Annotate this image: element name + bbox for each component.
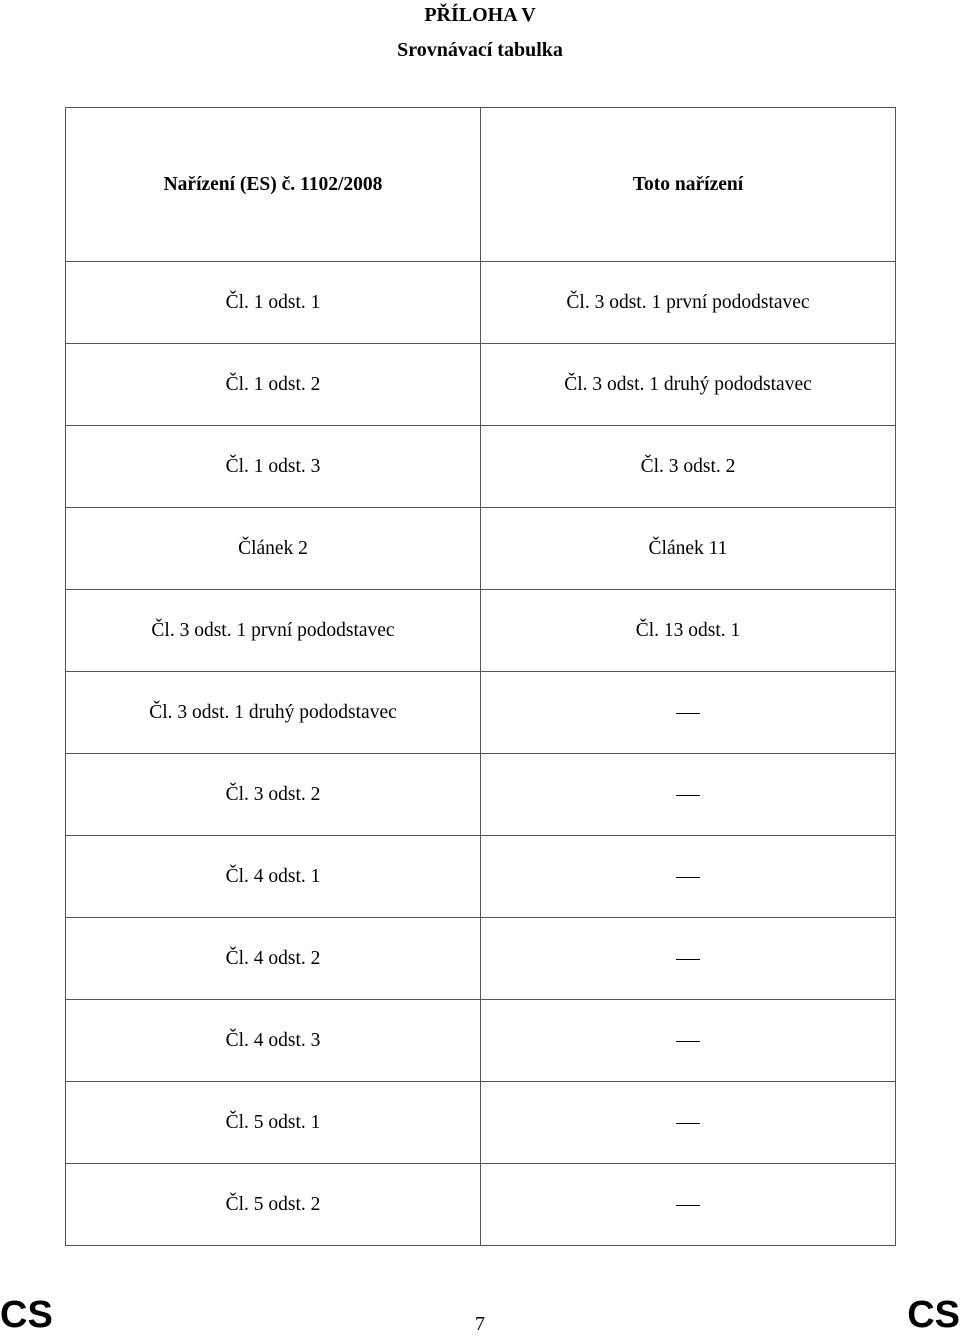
cell-old-regulation: Čl. 4 odst. 2 — [66, 918, 481, 1000]
cell-old-regulation: Čl. 5 odst. 2 — [66, 1164, 481, 1246]
table-row — [66, 1164, 896, 1246]
no-equivalent-dash — [676, 713, 700, 714]
cell-this-regulation: Čl. 3 odst. 1 druhý pododstavec — [481, 344, 896, 426]
no-equivalent-dash — [676, 877, 700, 878]
cell-this-regulation: Čl. 13 odst. 1 — [481, 590, 896, 672]
table-row — [66, 754, 896, 836]
no-equivalent-dash — [676, 1123, 700, 1124]
cell-this-regulation — [481, 1164, 896, 1246]
correlation-table — [65, 107, 896, 1246]
cell-old-regulation: Čl. 5 odst. 1 — [66, 1082, 481, 1164]
annex-title: PŘÍLOHA V — [424, 4, 536, 26]
cell-this-regulation — [481, 918, 896, 1000]
table-row — [66, 836, 896, 918]
cell-this-regulation: Článek 11 — [481, 508, 896, 590]
column-header-regulation-1102-2008: Nařízení (ES) č. 1102/2008 — [66, 108, 481, 262]
no-equivalent-dash — [676, 1041, 700, 1042]
table-row — [66, 262, 896, 344]
table-row — [66, 1082, 896, 1164]
table-row — [66, 344, 896, 426]
table-header-row — [66, 108, 896, 262]
table-row — [66, 672, 896, 754]
cell-this-regulation — [481, 754, 896, 836]
table-row — [66, 918, 896, 1000]
cell-this-regulation — [481, 1082, 896, 1164]
table-row — [66, 590, 896, 672]
table-subtitle: Srovnávací tabulka — [397, 39, 563, 61]
no-equivalent-dash — [676, 1205, 700, 1206]
column-header-this-regulation: Toto nařízení — [481, 108, 896, 262]
table-row — [66, 508, 896, 590]
cell-old-regulation: Čl. 1 odst. 1 — [66, 262, 481, 344]
cell-old-regulation: Čl. 4 odst. 1 — [66, 836, 481, 918]
table-body — [66, 108, 896, 1246]
cell-this-regulation — [481, 836, 896, 918]
cell-old-regulation: Čl. 1 odst. 2 — [66, 344, 481, 426]
language-code-left: CS — [0, 1294, 53, 1336]
page-number: 7 — [475, 1313, 485, 1335]
cell-old-regulation: Článek 2 — [66, 508, 481, 590]
table-row — [66, 1000, 896, 1082]
table-row — [66, 426, 896, 508]
cell-old-regulation: Čl. 3 odst. 1 druhý pododstavec — [66, 672, 481, 754]
cell-this-regulation: Čl. 3 odst. 1 první pododstavec — [481, 262, 896, 344]
cell-this-regulation — [481, 1000, 896, 1082]
no-equivalent-dash — [676, 795, 700, 796]
cell-old-regulation: Čl. 3 odst. 1 první pododstavec — [66, 590, 481, 672]
cell-old-regulation: Čl. 1 odst. 3 — [66, 426, 481, 508]
cell-old-regulation: Čl. 3 odst. 2 — [66, 754, 481, 836]
cell-this-regulation: Čl. 3 odst. 2 — [481, 426, 896, 508]
cell-old-regulation: Čl. 4 odst. 3 — [66, 1000, 481, 1082]
no-equivalent-dash — [676, 959, 700, 960]
language-code-right: CS — [907, 1294, 960, 1336]
cell-this-regulation — [481, 672, 896, 754]
